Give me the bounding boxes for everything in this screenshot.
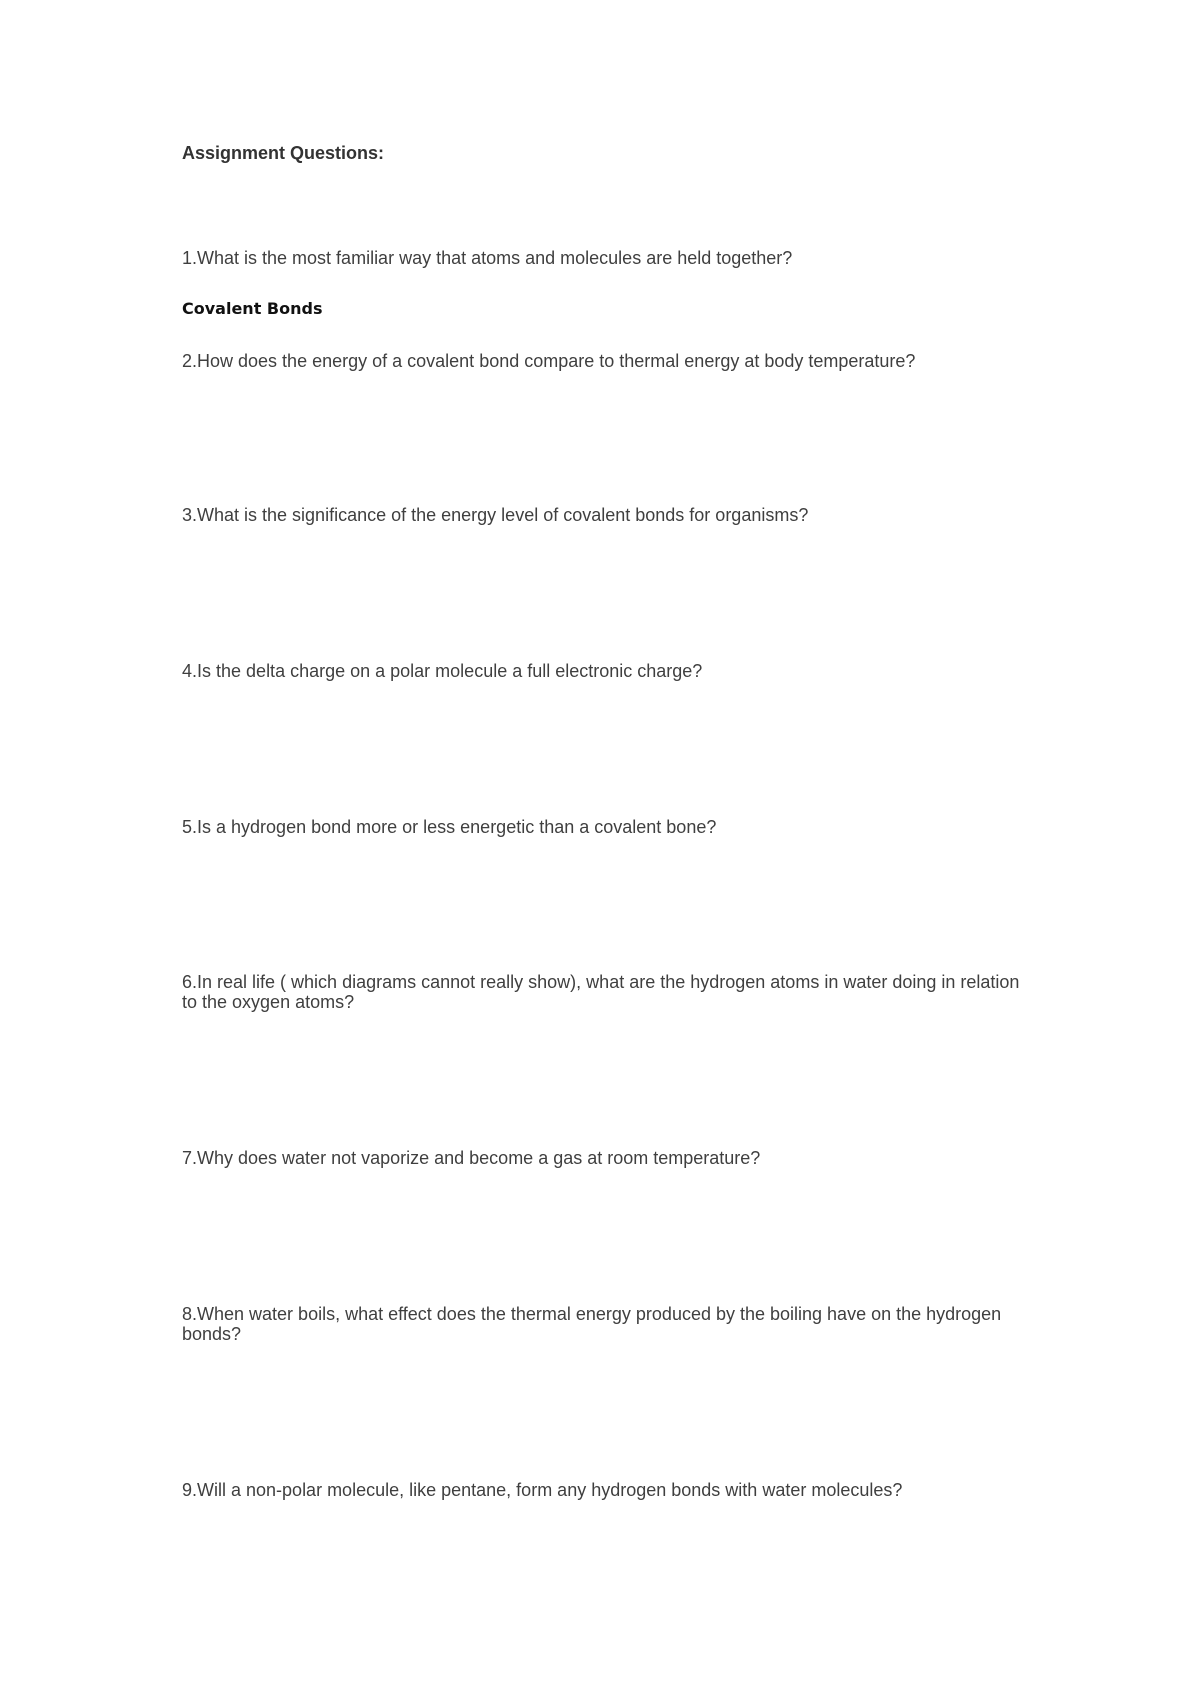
question-4 (182, 661, 1022, 681)
question-2 (182, 351, 1022, 371)
question-number: 1. (182, 248, 198, 268)
question-text: Is the delta charge on a polar molecule a full electronic charge? (197, 661, 703, 681)
question-6 (182, 972, 1022, 1012)
section-heading: Covalent Bonds (182, 299, 323, 318)
question-number: 2. (182, 351, 198, 371)
question-text: Why does water not vaporize and become a gas at room temperature? (197, 1148, 761, 1168)
page-title: Assignment Questions: (182, 143, 385, 163)
question-7 (182, 1148, 1022, 1168)
question-9 (182, 1480, 1022, 1500)
question-number: 3. (182, 505, 198, 525)
question-number: 4. (182, 661, 198, 681)
question-number: 6. (182, 972, 198, 992)
question-5 (182, 817, 1022, 837)
question-text: How does the energy of a covalent bond compare to thermal energy at body temperature? (197, 351, 916, 371)
question-text: What is the significance of the energy level of covalent bonds for organisms? (197, 505, 809, 525)
question-text: Is a hydrogen bond more or less energetic than a covalent bone? (197, 817, 717, 837)
question-text: In real life ( which diagrams cannot really show), what are the hydrogen atoms in water doing in relation to the oxygen atoms? (182, 972, 1020, 1012)
question-number: 7. (182, 1148, 198, 1168)
question-3 (182, 505, 1022, 525)
question-text: What is the most familiar way that atoms and molecules are held together? (197, 248, 793, 268)
question-number: 8. (182, 1304, 198, 1324)
question-8 (182, 1304, 1022, 1344)
question-text: When water boils, what effect does the thermal energy produced by the boiling have on the hydrogen bonds? (182, 1304, 1002, 1344)
question-number: 5. (182, 817, 198, 837)
question-number: 9. (182, 1480, 198, 1500)
question-1 (182, 248, 1022, 268)
question-text: Will a non-polar molecule, like pentane, form any hydrogen bonds with water molecules? (197, 1480, 903, 1500)
